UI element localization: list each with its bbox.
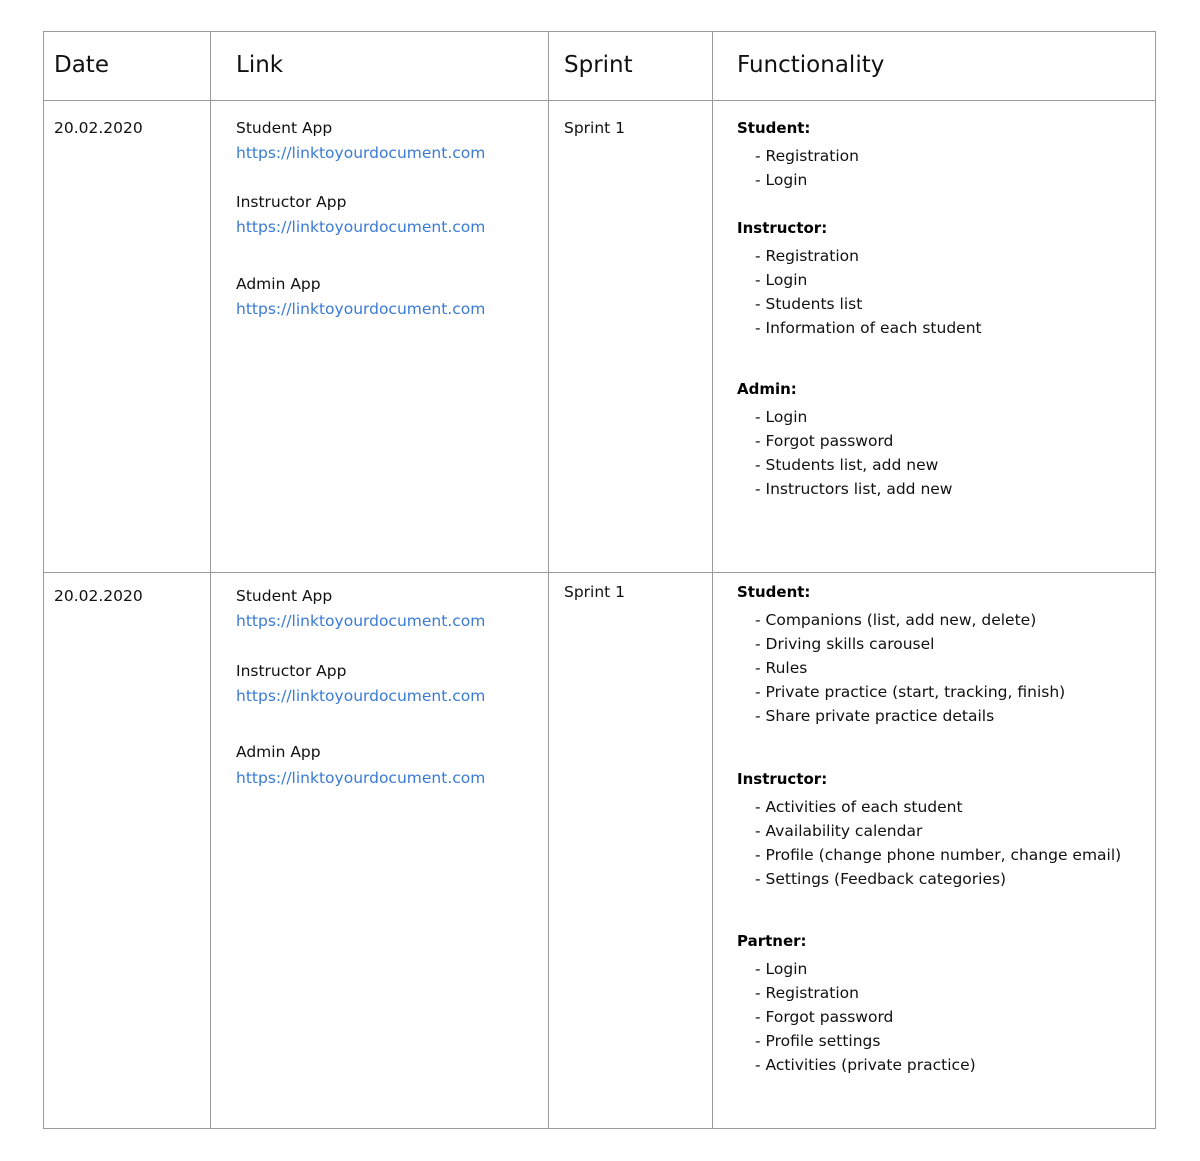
- row-divider: [44, 572, 1155, 573]
- app-link[interactable]: https://linktoyourdocument.com: [236, 769, 486, 787]
- row-divider: [44, 100, 1155, 101]
- group-title: Admin:: [737, 380, 797, 398]
- list-item: - Registration: [755, 247, 859, 265]
- header-date: Date: [54, 52, 109, 78]
- column-divider: [548, 32, 549, 1128]
- list-item: - Forgot password: [755, 432, 894, 450]
- list-item: - Login: [755, 960, 808, 978]
- list-item: - Students list, add new: [755, 456, 939, 474]
- list-item: - Rules: [755, 659, 808, 677]
- list-item: - Login: [755, 408, 808, 426]
- row-date: 20.02.2020: [54, 119, 143, 137]
- list-item: - Information of each student: [755, 319, 982, 337]
- header-functionality: Functionality: [737, 52, 885, 78]
- row-date: 20.02.2020: [54, 587, 143, 605]
- app-label: Student App: [236, 119, 333, 137]
- list-item: - Settings (Feedback categories): [755, 870, 1007, 888]
- list-item: - Activities of each student: [755, 798, 963, 816]
- app-label: Admin App: [236, 743, 321, 761]
- list-item: - Registration: [755, 984, 859, 1002]
- list-item: - Students list: [755, 295, 863, 313]
- group-title: Student:: [737, 119, 811, 137]
- list-item: - Driving skills carousel: [755, 635, 935, 653]
- list-item: - Login: [755, 271, 808, 289]
- group-title: Instructor:: [737, 219, 828, 237]
- list-item: - Registration: [755, 147, 859, 165]
- list-item: - Profile (change phone number, change email): [755, 846, 1122, 864]
- row-sprint: Sprint 1: [564, 119, 626, 137]
- column-divider: [712, 32, 713, 1128]
- app-label: Instructor App: [236, 662, 347, 680]
- app-link[interactable]: https://linktoyourdocument.com: [236, 612, 486, 630]
- header-sprint: Sprint: [564, 52, 633, 78]
- list-item: - Login: [755, 171, 808, 189]
- group-title: Instructor:: [737, 770, 828, 788]
- app-label: Instructor App: [236, 193, 347, 211]
- group-title: Partner:: [737, 932, 807, 950]
- list-item: - Share private practice details: [755, 707, 995, 725]
- app-label: Admin App: [236, 275, 321, 293]
- group-title: Student:: [737, 583, 811, 601]
- list-item: - Activities (private practice): [755, 1056, 976, 1074]
- list-item: - Availability calendar: [755, 822, 923, 840]
- list-item: - Instructors list, add new: [755, 480, 953, 498]
- app-link[interactable]: https://linktoyourdocument.com: [236, 144, 486, 162]
- app-link[interactable]: https://linktoyourdocument.com: [236, 218, 486, 236]
- list-item: - Companions (list, add new, delete): [755, 611, 1037, 629]
- app-link[interactable]: https://linktoyourdocument.com: [236, 300, 486, 318]
- app-label: Student App: [236, 587, 333, 605]
- list-item: - Private practice (start, tracking, finish): [755, 683, 1066, 701]
- sprint-table: [43, 31, 1156, 1129]
- column-divider: [210, 32, 211, 1128]
- header-link: Link: [236, 52, 284, 78]
- list-item: - Forgot password: [755, 1008, 894, 1026]
- list-item: - Profile settings: [755, 1032, 881, 1050]
- row-sprint: Sprint 1: [564, 583, 626, 601]
- app-link[interactable]: https://linktoyourdocument.com: [236, 687, 486, 705]
